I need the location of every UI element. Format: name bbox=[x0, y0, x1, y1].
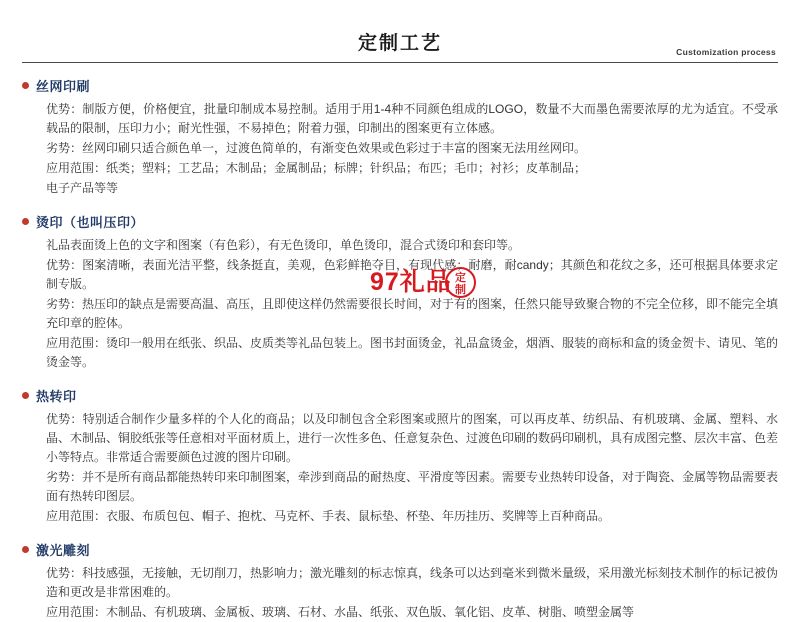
section-paragraph: 劣势：热压印的缺点是需要高温、高压，且即使这样仍然需要很长时间，对于有的图案，任然只能导致聚合物的不完全位移，即不能完全填充印章的腔体。 bbox=[46, 297, 779, 330]
section-hot-stamping bbox=[22, 212, 778, 372]
section-paragraph: 劣势：丝网印刷只适合颜色单一，过渡色简单的，有渐变色效果或色彩过于丰富的图案无法用丝网印。 bbox=[46, 141, 587, 155]
section-paragraph: 劣势：并不是所有商品都能热转印来印制图案，牵涉到商品的耐热度、平滑度等因素。需要专业热转印设备，对于陶瓷、金属等物品需要表面有热转印图层。 bbox=[46, 470, 779, 503]
section-paragraph: 优势：科技感强，无接触，无切削刀，热影响力；激光雕刻的标志惊真，线条可以达到毫米到微米量级，采用激光标刻技术制作的标记被伪造和更改是非常困难的。 bbox=[46, 566, 779, 599]
section-paragraph: 应用范围：纸类；塑料；工艺品；木制品；金属制品；标牌；针织品；布匹；毛巾；衬衫；皮革制品； bbox=[46, 161, 587, 175]
section-paragraph: 礼品表面烫上色的文字和图案（有色彩），有无色烫印，单色烫印，混合式烫印和套印等。 bbox=[46, 238, 521, 252]
watermark-badge-line2: 制 bbox=[455, 284, 466, 296]
section-heat-transfer bbox=[22, 386, 778, 526]
page-subtitle: Customization process bbox=[676, 47, 776, 57]
section-paragraph: 应用范围：木制品、有机玻璃、金属板、玻璃、石材、水晶、纸张、双色版、氧化铝、皮革、树脂、喷塑金属等 bbox=[46, 605, 635, 619]
section-title: 激光雕刻 bbox=[36, 543, 91, 558]
watermark-text: 97礼品 bbox=[370, 268, 452, 296]
section-title: 烫印（也叫压印） bbox=[36, 215, 145, 230]
section-paragraph: 优势：制版方便，价格便宜，批量印制成本易控制。适用于用1-4种不同颜色组成的LOGO，数量不大而墨色需要浓厚的尤为适宜。不受承载品的限制，压印力小；耐光性强，不易掉色；附着力强，印制出的图案更有立体感。 bbox=[46, 102, 778, 135]
section-title: 热转印 bbox=[36, 389, 77, 404]
watermark-badge-line1: 定 bbox=[455, 272, 466, 284]
bullet-icon bbox=[22, 218, 29, 225]
section-heading bbox=[22, 386, 778, 405]
section-paragraph: 应用范围：烫印一般用在纸张、织品、皮质类等礼品包装上。图书封面烫金，礼品盒烫金，烟酒、服装的商标和盒的烫金贺卡、请见、笔的烫金等。 bbox=[46, 336, 779, 369]
section-paragraph: 优势：特别适合制作少量多样的个人化的商品；以及印制包含全彩图案或照片的图案，可以再皮革、纺织品、有机玻璃、金属、塑料、水晶、木制品、铜胶纸张等任意相对平面材质上，进行一次性多色、任意复杂色、过渡色印刷的数码印刷机，具有成图完整、层次丰富、色差小等特点。非常适合需要颜色过渡的图片印刷。 bbox=[46, 412, 779, 464]
section-heading bbox=[22, 540, 778, 559]
bullet-icon bbox=[22, 546, 29, 553]
document-content bbox=[22, 76, 778, 622]
document-header bbox=[22, 0, 778, 57]
section-laser-engraving bbox=[22, 540, 778, 622]
section-paragraph: 电子产品等等 bbox=[46, 181, 119, 195]
section-paragraph: 优势：图案清晰，表面光洁平整，线条挺直，美观，色彩鲜艳夺目，有现代感；耐磨，耐candy；其颜色和花纹之多，还可根据具体要求定制专版。 bbox=[46, 258, 778, 291]
header-divider bbox=[22, 62, 778, 63]
section-silkscreen bbox=[22, 76, 778, 198]
section-paragraph: 应用范围：衣服、布质包包、帽子、抱枕、马克杯、手表、鼠标垫、杯垫、年历挂历、奖牌等上百种商品。 bbox=[46, 509, 611, 523]
page-title: 定制工艺 bbox=[357, 33, 442, 54]
bullet-icon bbox=[22, 82, 29, 89]
bullet-icon bbox=[22, 392, 29, 399]
section-heading bbox=[22, 212, 778, 231]
section-heading bbox=[22, 76, 778, 95]
section-title: 丝网印刷 bbox=[36, 79, 91, 94]
